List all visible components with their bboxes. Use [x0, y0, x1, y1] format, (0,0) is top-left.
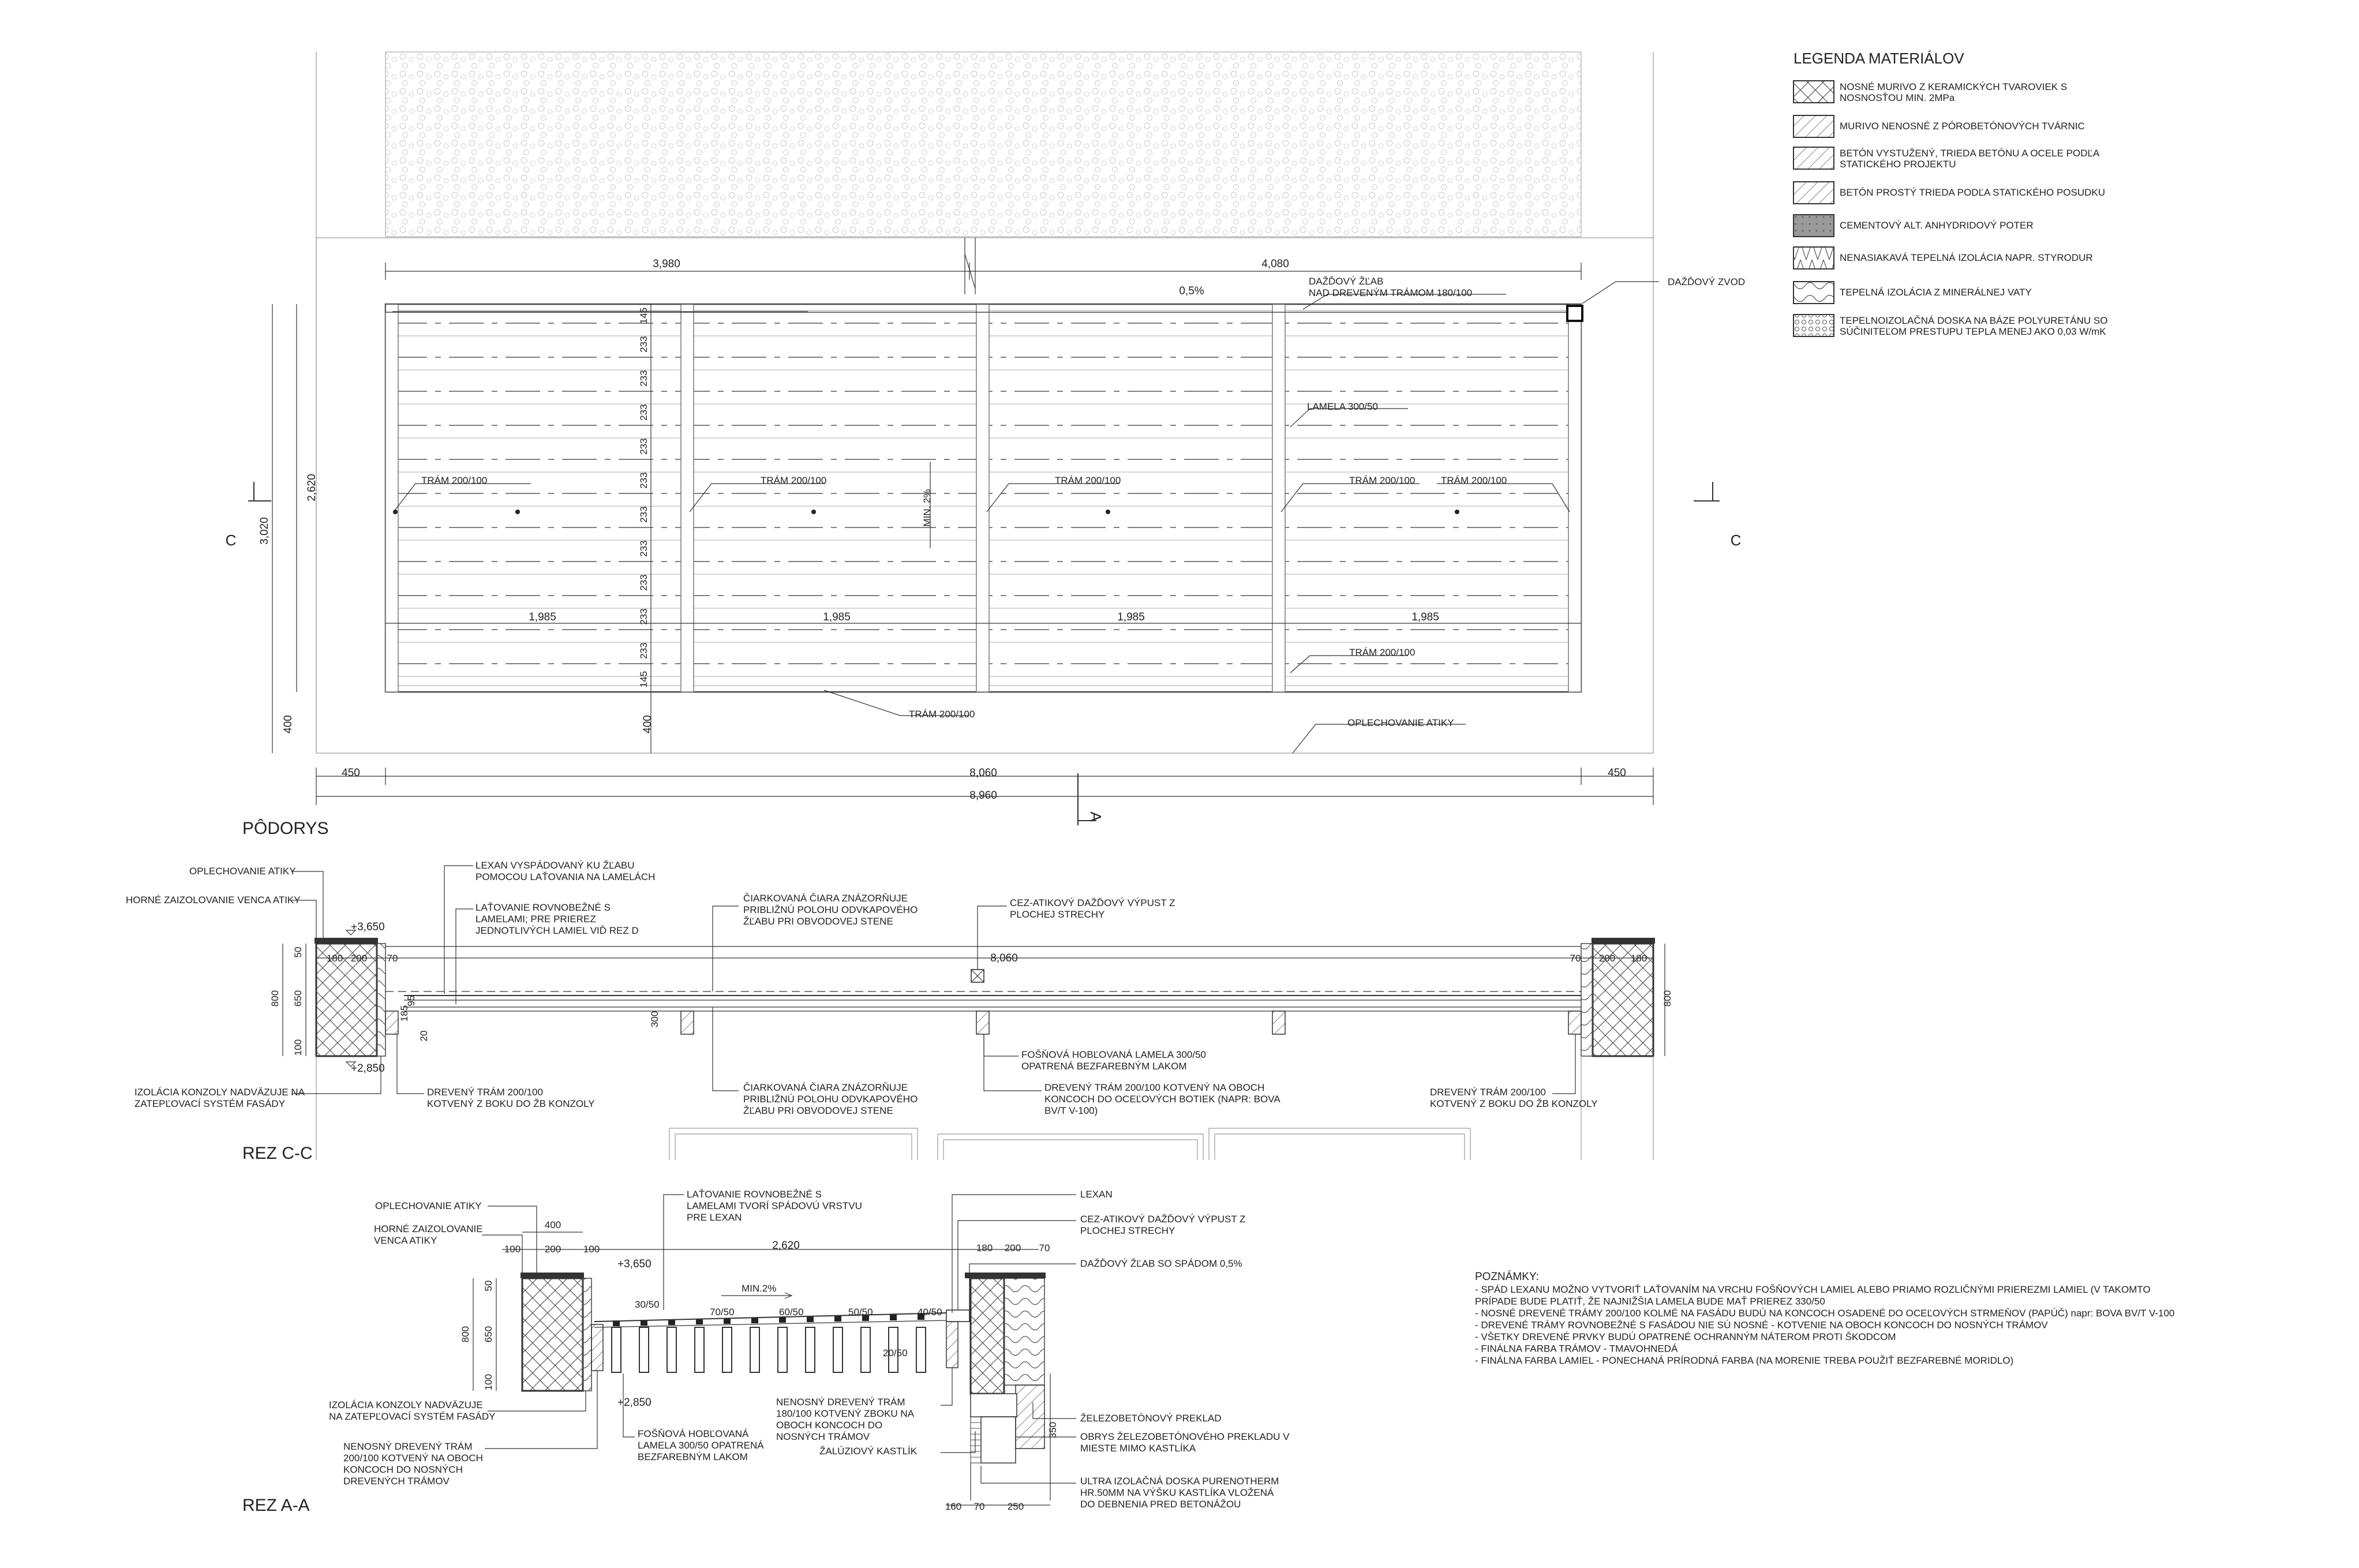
section-mark-a: A: [1087, 811, 1104, 822]
aa-right-180: 180: [976, 1243, 993, 1253]
aa-lamella: [667, 1327, 676, 1372]
dim-top-1: 3,980: [653, 258, 680, 270]
cc-small-185: 185: [399, 1005, 410, 1022]
dim-mid-2: 1,985: [823, 611, 851, 623]
legend-label: TEPELNOIZOLAČNÁ DOSKA NA BÁZE POLYURETÁNU SO SÚČINITEĽOM PRESTUPU TEPLA MENEJ AKO 0,03 W/mK: [1840, 315, 2108, 337]
plan-beam: [1272, 304, 1285, 692]
cc-label-beam-left: DREVENÝ TRÁM 200/100 KOTVENÝ Z BOKU DO ŽB KONZOLY: [427, 1087, 595, 1109]
dim-left-400: 400: [282, 715, 294, 734]
cc-right-70: 70: [1570, 953, 1581, 964]
plan-beam: [385, 304, 398, 692]
aa-batten-3: 60/50: [779, 1307, 804, 1318]
aa-beam-right: [946, 1322, 958, 1368]
label-beam-main: TRÁM 200/100: [909, 709, 975, 720]
beam-point: [515, 510, 520, 514]
plan-beam: [1568, 304, 1581, 692]
aa-label-beam-left: NENOSNÝ DREVENÝ TRÁM 200/100 KOTVENÝ NA OBOCH KONCOCH DO NOSNÝCH DREVENÝCH TRÁMOV: [343, 1441, 483, 1487]
legend-swatch-pur: [1793, 315, 1834, 336]
row-dim: 233: [638, 506, 649, 523]
aa-lamella: [722, 1327, 732, 1372]
aa-batten-6: 20/50: [883, 1348, 908, 1359]
aa-label-gutter: DAŽĎOVÝ ŽĽAB SO SPÁDOM 0,5%: [1080, 1258, 1242, 1269]
legend: [1793, 50, 2107, 337]
slope-min: MIN. 2%: [922, 489, 933, 527]
aa-title: REZ A-A: [242, 1496, 310, 1515]
label-beam-2: TRÁM 200/100: [761, 475, 827, 486]
beam-point: [1106, 510, 1110, 514]
cc-left-180: 180: [326, 953, 343, 964]
cc-label-beam-mid: DREVENÝ TRÁM 200/100 KOTVENÝ NA OBOCH KONCOCH DO OCEĽOVÝCH BOTIEK (NAPR: BOVA BV/T V-100): [1044, 1082, 1280, 1116]
cc-label-upper-plaster: HORNÉ ZAIZOLOVANIE VENCA ATIKY: [126, 895, 301, 905]
aa-label-outlet: CEZ-ATIKOVÝ DAŽĎOVÝ VÝPUST Z PLOCHEJ STRECHY: [1080, 1214, 1246, 1236]
note-line: - FINÁLNA FARBA TRÁMOV - TMAVOHNEDÁ: [1475, 1343, 1678, 1354]
plan-row-dims: [638, 304, 651, 753]
note-line: - NOSNÉ DREVENÉ TRÁMY 200/100 KOLMÉ NA FASÁDU BUDÚ NA KONCOCH OSADENÉ DO OCEĽOVÝCH STRMEŇOV (PAPÚČ) napr: BOVA BV/T V-100: [1475, 1308, 2175, 1319]
cc-lev-bot: +2,850: [351, 1062, 385, 1075]
aa-label-flashing: OPLECHOVANIE ATIKY: [375, 1200, 482, 1211]
aa-lamella: [778, 1327, 787, 1372]
row-dim: 233: [638, 540, 649, 557]
legend-label: NOSNÉ MURIVO Z KERAMICKÝCH TVAROVIEK S NOSNOSŤOU MIN. 2MPa: [1840, 81, 2068, 103]
row-dim: 233: [638, 404, 649, 421]
cc-vert-650: 650: [293, 990, 304, 1007]
aa-span: 2,620: [772, 1240, 800, 1252]
beam-point: [811, 510, 816, 514]
cc-label-flashing: OPLECHOVANIE ATIKY: [189, 866, 296, 877]
aa-batten: [779, 1317, 786, 1323]
aa-batten-1: 30/50: [635, 1299, 660, 1310]
label-beam-3: TRÁM 200/100: [1055, 475, 1121, 486]
label-beam-4: TRÁM 200/100: [1349, 475, 1416, 486]
cc-span: 8,060: [990, 952, 1018, 964]
dim-bottom-450-left: 450: [342, 767, 360, 779]
section-cc: [126, 860, 1673, 1163]
aa-batten: [751, 1318, 758, 1323]
right-attic-cap: [1592, 938, 1655, 944]
cc-small-95: 95: [406, 995, 417, 1006]
aa-label-lamela: FOŠŇOVÁ HOBĽOVANÁ LAMELA 300/50 OPATRENÁ BEZFAREBNÝM LAKOM: [638, 1428, 764, 1462]
aa-batten-4: 50/50: [848, 1307, 873, 1318]
dim-top-2: 4,080: [1261, 258, 1289, 270]
legend-swatch-xps: [1793, 247, 1834, 269]
aa-vert-50: 50: [483, 1280, 494, 1292]
dim-bottom-450-right: 450: [1608, 767, 1626, 779]
aa-label-upper-plaster: HORNÉ ZAIZOLOVANIE VENCA ATIKY: [374, 1223, 483, 1246]
aa-right-200: 200: [1004, 1243, 1021, 1253]
aa-lamella: [639, 1327, 649, 1372]
label-downpipe: DAŽĎOVÝ ZVOD: [1668, 276, 1746, 287]
aa-lev-top: +3,650: [617, 1258, 651, 1270]
row-dim: 233: [638, 574, 649, 591]
note-line: - FINÁLNA FARBA LAMIEL - PONECHANÁ PRÍRODNÁ FARBA (NA MORENIE TREBA POUŽIŤ BEZFAREBNÉ MORIDLO): [1475, 1355, 2014, 1366]
label-flashing: OPLECHOVANIE ATIKY: [1347, 717, 1454, 728]
left-attic-cap: [314, 938, 378, 944]
aa-lamella: [833, 1327, 842, 1372]
cc-total-left: 800: [269, 990, 280, 1007]
cc-small-300: 300: [649, 1011, 660, 1028]
plan-left-dims: [259, 304, 318, 753]
slope-label: 0,5%: [1179, 285, 1204, 297]
section-mark-c-left: C: [225, 532, 237, 549]
cc-left-200: 200: [350, 953, 368, 964]
label-lamela: LAMELA 300/50: [1307, 401, 1378, 412]
legend-swatch-aac: [1793, 115, 1834, 137]
aa-dim-100a: 100: [504, 1244, 521, 1255]
left-attic-wall: [316, 944, 377, 1056]
dim-bottom-8060: 8,060: [969, 767, 997, 779]
aa-batten: [834, 1316, 841, 1322]
legend-label: BETÓN VYSTUŽENÝ, TRIEDA BETÓNU A OCELE PODĽA STATICKÉHO PROJEKTU: [1840, 148, 2100, 170]
section-aa: [242, 1189, 1290, 1515]
notes-title: POZNÁMKY:: [1475, 1271, 1539, 1283]
cc-vert-100: 100: [293, 1039, 304, 1056]
building-roof: [385, 52, 1581, 237]
aa-label-lexan: LEXAN: [1080, 1189, 1113, 1200]
aa-batten-2: 70/50: [710, 1307, 735, 1318]
aa-vert-650: 650: [483, 1326, 494, 1343]
dim-mid-4: 1,985: [1411, 611, 1439, 623]
aa-lamella: [916, 1327, 926, 1372]
note-line: - VŠETKY DREVENÉ PRVKY BUDÚ OPATRENÉ OCHRANNÝM NÁTEROM PROTI ŠKODCOM: [1475, 1331, 1896, 1342]
label-beam-5: TRÁM 200/100: [1441, 475, 1507, 486]
aa-label-insulation: IZOLÁCIA KONZOLY NADVÄZUJE NA ZATEPĽOVACÍ SYSTÉM FASÁDY: [329, 1399, 496, 1422]
aa-bottom-250: 250: [1007, 1501, 1024, 1512]
aa-lamellae: [591, 1314, 958, 1372]
aa-lamella: [612, 1327, 621, 1372]
row-dim: 233: [638, 438, 649, 455]
aa-left-wall: [522, 1278, 583, 1391]
section-mark-c-right: C: [1730, 532, 1742, 549]
label-beam-bottom: TRÁM 200/100: [1349, 647, 1416, 658]
legend-label: TEPELNÁ IZOLÁCIA Z MINERÁLNEJ VATY: [1840, 287, 2032, 298]
cc-title: REZ C-C: [242, 1144, 313, 1163]
row-dim: 233: [638, 608, 649, 625]
aa-bottom-160: 160: [945, 1501, 962, 1512]
aa-dim-200: 200: [544, 1244, 561, 1255]
aa-right-wall: [971, 1278, 1004, 1394]
note-line: - DREVENÉ TRÁMY ROVNOBEŽNÉ S FASÁDOU NIE SÚ NOSNÉ - KOTVENIE NA OBOCH KONCOCH DO NOSNÝCH TRÁMOV: [1475, 1319, 2048, 1331]
beam-point: [1455, 510, 1459, 514]
aa-label-pur-board: ULTRA IZOLAČNÁ DOSKA PURENOTHERM HR.50MM NA VÝŠKU KASTLÍKA VLOŽENÁ DO DEBNENIA PRED BETONÁŽOU: [1080, 1476, 1279, 1510]
row-dim: 233: [638, 336, 649, 353]
legend-swatch-rc: [1793, 147, 1834, 169]
aa-lev-bot: +2,850: [617, 1397, 651, 1409]
aa-label-lintel-frame: OBRYS ŽELEZOBETÓNOVÉHO PREKLADU V MIESTE MIMO KASTLÍKA: [1080, 1431, 1290, 1454]
plan-labels: [394, 276, 1745, 753]
cc-lev-top: +3,650: [351, 921, 385, 933]
aa-right-70: 70: [1039, 1243, 1050, 1253]
aa-lamella: [695, 1327, 704, 1372]
bearing-beams: [385, 304, 1581, 692]
plan-title: PÔDORYS: [242, 819, 329, 838]
aa-lamella: [861, 1327, 870, 1372]
legend-label: BETÓN PROSTÝ TRIEDA PODĽA STATICKÉHO POSUDKU: [1840, 187, 2106, 198]
dim-left-3020: 3,020: [259, 517, 271, 545]
dim-mid-3: 1,985: [1117, 611, 1145, 623]
label-gutter: DAŽĎOVÝ ŽĽAB NAD DREVENÝM TRÁMOM 180/100: [1309, 276, 1473, 298]
aa-label-battens: LAŤOVANIE ROVNOBEŽNÉ S LAMELAMI TVORÍ SPÁDOVÚ VRSTVU PRE LEXAN: [687, 1189, 862, 1223]
dim-bottom-8960: 8,960: [969, 789, 997, 802]
aa-batten: [890, 1315, 897, 1320]
aa-bottom-70: 70: [973, 1501, 985, 1512]
legend-swatch-brick: [1793, 81, 1834, 103]
aa-lamella: [750, 1327, 759, 1372]
dim-left-2620: 2,620: [306, 474, 318, 502]
row-dim: 145: [638, 307, 649, 324]
downpipe: [1567, 306, 1582, 321]
legend-label: NENASIAKAVÁ TEPELNÁ IZOLÁCIA NAPR. STYRODUR: [1840, 252, 2093, 263]
cc-right-200: 200: [1598, 953, 1616, 964]
legend-label: CEMENTOVÝ ALT. ANHYDRIDOVÝ POTER: [1840, 220, 2034, 231]
aa-batten-5: 40/50: [918, 1307, 942, 1318]
dim-mid-1: 1,985: [529, 611, 556, 623]
legend-swatch-screed: [1793, 215, 1834, 237]
cc-label-battens: LAŤOVANIE ROVNOBEŽNÉ S LAMELAMI; PRE PRIEREZ JEDNOTLIVÝCH LAMIEL VIĎ REZ D: [475, 902, 639, 936]
cc-label-insulation: IZOLÁCIA KONZOLY NADVÄZUJE NA ZATEPĽOVACÍ SYSTÉM FASÁDY: [134, 1087, 305, 1109]
cc-right-180: 180: [1630, 953, 1647, 964]
cc-label-dashed-bottom: ČIARKOVANÁ ČIARA ZNÁZORŇUJE PRIBLIŽNÚ POLOHU ODVKAPOVÉHO ŽĽABU PRI OBVODOVEJ STENE: [743, 1082, 918, 1116]
aa-batten: [807, 1316, 814, 1322]
note-line: - SPÁD LEXANU MOŽNO VYTVORIŤ LAŤOVANÍM NA VRCHU FOŠŇOVÝCH LAMIEL ALEBO PRIAMO ROZLIČNÝMI PRIEREZMI LAMIEL (V TAKOMTO: [1475, 1284, 2151, 1295]
aa-right-350: 350: [1047, 1421, 1058, 1439]
aa-dim-100b: 100: [583, 1244, 600, 1255]
aa-min-slope: MIN.2%: [742, 1283, 777, 1294]
cc-label-dashed-top: ČIARKOVANÁ ČIARA ZNÁZORŇUJE PRIBLIŽNÚ POLOHU ODVKAPOVÉHO ŽĽABU PRI OBVODOVEJ STENE: [743, 893, 918, 927]
row-dim: 233: [638, 370, 649, 387]
cc-vert-50: 50: [293, 946, 304, 958]
note-line: PRÍPADE BUDE PLATIŤ, ŽE NAJNIŽŠIA LAMELA BUDE MAŤ PRIEREZ 330/50: [1475, 1296, 1825, 1307]
aa-batten: [724, 1318, 731, 1324]
cc-label-lamela: FOŠŇOVÁ HOBĽOVANÁ LAMELA 300/50 OPATRENÁ BEZFAREBNÝM LAKOM: [1021, 1049, 1206, 1072]
cc-label-beam-right: DREVENÝ TRÁM 200/100 KOTVENÝ Z BOKU DO ŽB KONZOLY: [1430, 1087, 1598, 1109]
cc-left-70: 70: [387, 953, 398, 964]
aa-label-beam-right: NENOSNÝ DREVENÝ TRÁM 180/100 KOTVENÝ ZBOKU NA OBOCH KONCOCH DO NOSNÝCH TRÁMOV: [776, 1397, 915, 1442]
plan-bottom-dims: [316, 715, 1653, 805]
legend-title: LEGENDA MATERIÁLOV: [1793, 50, 1964, 67]
label-beam-1: TRÁM 200/100: [421, 475, 488, 486]
cc-label-outlet: CEZ-ATIKOVÝ DAŽĎOVÝ VÝPUST Z PLOCHEJ STRECHY: [1010, 897, 1175, 920]
aa-dim-400: 400: [544, 1219, 561, 1230]
aa-vert-100: 100: [483, 1374, 494, 1391]
aa-lamella: [806, 1327, 815, 1372]
cc-small-20: 20: [418, 1030, 429, 1042]
plan-beam: [976, 304, 989, 692]
aa-total-h: 800: [460, 1326, 471, 1343]
dim-400-mid: 400: [642, 715, 654, 734]
legend-swatch-mineral: [1793, 282, 1834, 304]
plan-beam: [681, 304, 694, 692]
cc-total-right: 800: [1662, 990, 1673, 1007]
aa-label-blind-box: ŽALÚZIOVÝ KASTLÍK: [819, 1446, 918, 1457]
row-dim: 145: [638, 671, 649, 688]
notes: [1475, 1271, 2174, 1366]
plan-view: [226, 52, 1746, 838]
aa-label-lintel: ŽELEZOBETÓNOVÝ PREKLAD: [1080, 1413, 1222, 1424]
aa-beam-left: [591, 1324, 603, 1371]
cc-label-lexan: LEXAN VYSPÁDOVANÝ KU ŽĽABU POMOCOU LAŤOVANIA NA LAMELÁCH: [475, 860, 656, 882]
legend-swatch-plain: [1793, 182, 1834, 204]
legend-label: MURIVO NENOSNÉ Z PÓROBETÓNOVÝCH TVÁRNIC: [1840, 121, 2085, 132]
row-dim: 233: [638, 642, 649, 659]
row-dim: 233: [638, 472, 649, 489]
